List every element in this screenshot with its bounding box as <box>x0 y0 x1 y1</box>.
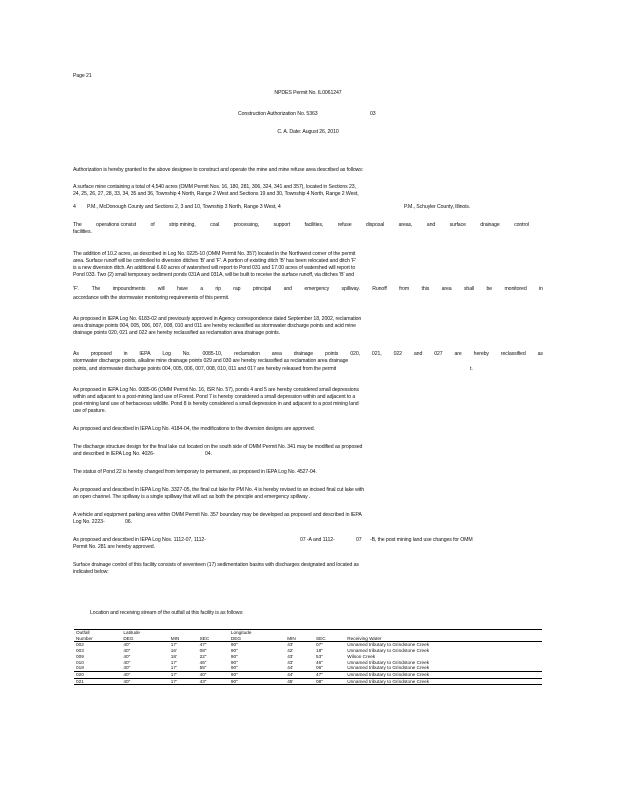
col-header: SEC <box>314 636 345 642</box>
postmining-line-1-mid-1: 07 -A and 1112- <box>300 537 335 543</box>
postmining-line-2: Permit No. 281 are hereby approved. <box>73 544 155 550</box>
word: 021, <box>371 351 382 357</box>
col-header: Receiving Water <box>345 636 542 642</box>
table-cell: 17' <box>169 678 198 685</box>
final-cut-line-1: As proposed and described in IEPA Log No. 3327-05, the final cut lake for PM No. 4 is hereby revised to an incised final cut lake with <box>73 487 365 493</box>
col-header: Latitude <box>121 630 168 636</box>
table-cell: 44' <box>285 671 314 678</box>
addition-line-1: The addition of 10.2 acres, as described in Log No. 0225-10 (OMM Permit No. 357) located in the Northwest corner of the permit <box>73 251 356 257</box>
operations-line-2: facilities. <box>73 229 92 235</box>
table-cell: 002 <box>76 642 84 648</box>
col-header: DEG <box>229 636 285 642</box>
word: impoundments <box>112 286 146 292</box>
table-cell: 90" <box>230 653 238 659</box>
col-header: Longitude <box>229 630 285 636</box>
vehicle-line-2-end: 06. <box>125 519 132 525</box>
table-cell: 06" <box>316 665 323 671</box>
table-cell: 43' <box>287 653 294 659</box>
table-cell: 020 <box>74 671 121 678</box>
word: and <box>283 286 292 292</box>
addition-line-4: Pond 033. Two (2) small temporary sediment ponds 031A and 031A, will be built to receive the surface runoff, via ditches 'B' and <box>73 272 355 278</box>
table-cell: 40" <box>123 665 131 671</box>
as-proposed-2-line-1 <box>73 351 543 358</box>
table-cell: 40" <box>123 659 131 665</box>
word: shall <box>463 286 475 292</box>
word: 022 <box>393 351 402 357</box>
as-proposed-3-line-4: use of pasture. <box>73 408 106 414</box>
table-cell: 17' <box>170 659 177 665</box>
table-cell: 90" <box>230 665 238 671</box>
word: have <box>176 286 188 292</box>
as-proposed-3-line-2: within and adjacent to a post-mining land use of Forest. Pond 7 is hereby considered a small depression within and adjacent to a <box>73 394 356 400</box>
table-cell: 46" <box>316 659 323 665</box>
table-cell: 18" <box>316 648 323 654</box>
word: Runoff <box>372 286 387 292</box>
vehicle-line-1: A vehicle and equipment parking area within OMM Permit No. 357 boundary may be developed as proposed and described in IEPA <box>73 512 362 518</box>
word: area <box>441 286 452 292</box>
word: 'F'. <box>73 286 80 292</box>
word: a <box>200 286 204 292</box>
intro-paragraph: Authorization is hereby granted to the above designee to construct and operate the mine and mine refuse area described as follows: <box>73 167 364 173</box>
word: points <box>325 351 339 357</box>
word: rap <box>233 286 241 292</box>
addition-line-6: accordance with the stormwater monitoring requirements of this permit. <box>73 295 230 301</box>
table-cell: 43" <box>198 678 229 685</box>
word: surface <box>449 222 466 228</box>
table-cell: 08" <box>199 648 207 654</box>
as-proposed-3-line-3: post-mining land use of herbaceous wildlife. Pond 8 is hereby considered a small depression in and adjacent to a post mining land <box>73 401 359 407</box>
word: as <box>537 351 543 357</box>
table-cell: Unnamed tributary to Grindstone Creek <box>345 671 542 678</box>
page-label: Page 21 <box>73 73 92 79</box>
word: and <box>413 351 423 357</box>
drainage-control-line-1: Surface drainage control of this facility consists of seventeen (17) sedimentation basins with discharges designated and located as <box>73 562 359 568</box>
table-cell: 44' <box>287 665 294 671</box>
table-cell: Wilson Creek <box>347 653 376 659</box>
diversion-paragraph: As proposed and described in IEPA Log No. 4184-04, the modifications to the diversion designs are approved. <box>73 426 315 432</box>
table-cell: 55" <box>199 665 207 671</box>
col-header: Outfall <box>74 630 121 636</box>
word: of <box>150 222 155 228</box>
postmining-line-1-end: -B, the post mining land use changes for OMM <box>370 537 473 543</box>
word: As <box>73 351 79 357</box>
word: 0085-10, <box>202 351 223 357</box>
table-cell: 003 <box>76 648 84 654</box>
table-cell: 22" <box>199 653 207 659</box>
col-header: Number <box>74 636 121 642</box>
as-proposed-1-line-2: area drainage points 004, 005, 006, 007, 008, 010 and 011 are hereby reclassified as stormwater discharge points and acid mine <box>73 323 356 329</box>
postmining-line-1-start: As proposed and described in IEPA Log Nos. 1112-07, 1112- <box>73 537 206 543</box>
discharge-line-2-end: 04. <box>205 451 212 457</box>
as-proposed-2-line-2: stormwater discharge points, alkaline mine drainage points 029 and 030 are hereby reclassified as reclamation area drainage <box>73 358 349 364</box>
col-header: DEG <box>121 636 168 642</box>
surface-mine-line-3-a: 4 <box>73 204 76 210</box>
col-header: MIN <box>169 636 198 642</box>
discharge-line-1: The discharge structure design for the final lake cut located on the south side of OMM Permit No. 341 may be modified as proposed <box>73 444 363 450</box>
table-cell: Unnamed tributary to Grindstone Creek <box>345 678 542 685</box>
construction-authorization-suffix: 03 <box>370 111 376 117</box>
word: operations consist <box>96 222 137 228</box>
word: facilities, <box>304 222 324 228</box>
operations-line-1 <box>73 222 529 229</box>
table-cell: 019 <box>76 665 84 671</box>
word: 020, <box>350 351 360 357</box>
table-cell: 90" <box>230 642 238 648</box>
table-cell: 07" <box>316 642 323 648</box>
table-cell: 43' <box>287 642 294 648</box>
table-cell: Unnamed tributary to Grindstone Creek <box>347 648 430 654</box>
authorization-date: C. A. Date: August 26, 2010 <box>277 129 339 135</box>
addition-line-5 <box>73 286 543 293</box>
table-cell: 43' <box>287 659 294 665</box>
table-cell: 90" <box>229 671 285 678</box>
table-cell: 17' <box>170 665 177 671</box>
as-proposed-2-line-3: points, and stormwater discharge points 004, 005, 006, 007, 008, 010, 011 and 017 are hereby released from the permit <box>73 366 337 372</box>
table-row <box>74 678 542 685</box>
word: reclassified <box>500 351 526 357</box>
word: be <box>486 286 493 292</box>
word: this <box>421 286 430 292</box>
table-cell: 47" <box>199 642 207 648</box>
word: support <box>273 222 291 228</box>
table-cell: 40" <box>123 653 131 659</box>
pond-22-paragraph: The status of Pond 22 is hereby changed from temporary to permanent, as proposed in IEPA Log No. 4527-04. <box>73 469 317 475</box>
table-cell: 53" <box>316 653 323 659</box>
table-cell: 010 <box>76 659 84 665</box>
word: IEPA <box>139 351 151 357</box>
surface-mine-line-1: A surface mine containing a total of 4,540 acres (OMM Permit Nos. 16, 180, 281, 306, 324, 341 and 357), located in Sections 23, <box>73 184 356 190</box>
outfall-table <box>74 629 542 685</box>
as-proposed-1-line-1: As proposed in IEPA Log No. 6183-02 and previously approved in Agency correspondence dated September 18, 2002, reclamation <box>73 316 362 322</box>
discharge-line-2: and described in IEPA Log No. 4026- <box>73 451 155 457</box>
word: drainage <box>293 351 314 357</box>
word: refuse <box>337 222 352 228</box>
word: control <box>514 222 529 228</box>
col-header: SEC <box>198 636 229 642</box>
word: processing, <box>233 222 260 228</box>
word: emergency <box>304 286 330 292</box>
drainage-control-line-2: indicated below: <box>73 569 109 575</box>
as-proposed-1-line-3: drainage points 020, 021 and 022 are hereby reclassified as reclamation area drainage points. <box>73 330 280 336</box>
word: spillway. <box>341 286 360 292</box>
word: in <box>538 286 543 292</box>
vehicle-line-2: Log No. 2223- <box>73 519 105 525</box>
word: will <box>157 286 165 292</box>
table-cell: 46" <box>199 659 207 665</box>
table-cell: 16' <box>170 648 177 654</box>
word: from <box>399 286 410 292</box>
table-cell: 40" <box>121 678 168 685</box>
word: monitored <box>504 286 527 292</box>
table-cell: 42' <box>287 648 294 654</box>
table-cell: 47" <box>314 671 345 678</box>
word: coal <box>210 222 220 228</box>
surface-mine-line-2: 24, 25, 26, 27, 28, 33, 34, 35 and 36, Township 4 North, Range 2 West and Sections 19 and 30, Township 4 North, Range 2 West, <box>73 191 359 197</box>
table-cell: 021 <box>74 678 121 685</box>
location-intro: Location and receiving stream of the outfall at this facility is as follows: <box>90 610 244 616</box>
table-cell: 17' <box>169 671 198 678</box>
table-cell: 009 <box>76 653 84 659</box>
postmining-line-1-mid-2: 07 <box>356 537 362 543</box>
word: Log <box>162 351 171 357</box>
word: 027 <box>434 351 443 357</box>
construction-authorization: Construction Authorization No. 5363 <box>238 111 318 117</box>
as-proposed-2-line-3-end: t. <box>470 366 473 372</box>
table-cell: Unnamed tributary to Grindstone Creek <box>347 665 430 671</box>
final-cut-line-2: an open channel. The spillway is a single spillway that will act as both the principle and emergency spillway . <box>73 494 311 500</box>
addition-line-3: is a new diversion ditch. An additional 6.60 acres of watershed will report to Pond 031 and 17.00 acres of watershed will report to <box>73 265 356 271</box>
permit-number: NPDES Permit No. IL0061247 <box>274 90 342 96</box>
addition-line-2: area. Surface runoff will be controlled to diversion ditches 'B' and 'F'. A portion of existing ditch 'B' has been relocated and ditch 'F' <box>73 258 356 264</box>
word: areas, <box>398 222 413 228</box>
surface-mine-line-3-b: P.M., McDonough County and Sections 2, 3 and 10, Township 3 North, Range 3 West, 4 <box>87 204 281 210</box>
word: and <box>426 222 436 228</box>
word: principal <box>252 286 272 292</box>
table-cell: 08" <box>314 678 345 685</box>
word: drainage <box>480 222 500 228</box>
surface-mine-line-3-end: P.M., Schuyler County, Illinois. <box>404 204 471 210</box>
word: in <box>123 351 128 357</box>
word: rip <box>215 286 221 292</box>
table-cell: 90" <box>230 648 238 654</box>
word: hereby <box>473 351 489 357</box>
word: reclamation <box>234 351 260 357</box>
table-cell: 40" <box>123 648 131 654</box>
word: No. <box>182 351 191 357</box>
table-cell: 17' <box>170 642 177 648</box>
table-cell: 40" <box>121 671 168 678</box>
word: strip mining, <box>169 222 196 228</box>
table-cell: 40" <box>123 642 131 648</box>
table-cell: 45' <box>285 678 314 685</box>
word: are <box>454 351 462 357</box>
word: disposal <box>365 222 385 228</box>
word: The <box>73 222 82 228</box>
word: The <box>91 286 101 292</box>
as-proposed-3-line-1: As proposed in IEPA Log No. 0085-06 (OMM Permit No. 16, ISR No. 57), ponds 4 and 5 are hereby considered small depressions <box>73 387 359 393</box>
table-cell: Unnamed tributary to Grindstone Creek <box>347 659 430 665</box>
table-cell: Unnamed tributary to Grindstone Creek <box>347 642 430 648</box>
table-cell: 40" <box>198 671 229 678</box>
table-cell: 18' <box>170 653 177 659</box>
table-cell: 90" <box>230 659 238 665</box>
table-cell: 90" <box>229 678 285 685</box>
word: area <box>271 351 282 357</box>
word: proposed <box>90 351 112 357</box>
col-header: MIN <box>285 636 314 642</box>
table-row <box>74 671 542 678</box>
